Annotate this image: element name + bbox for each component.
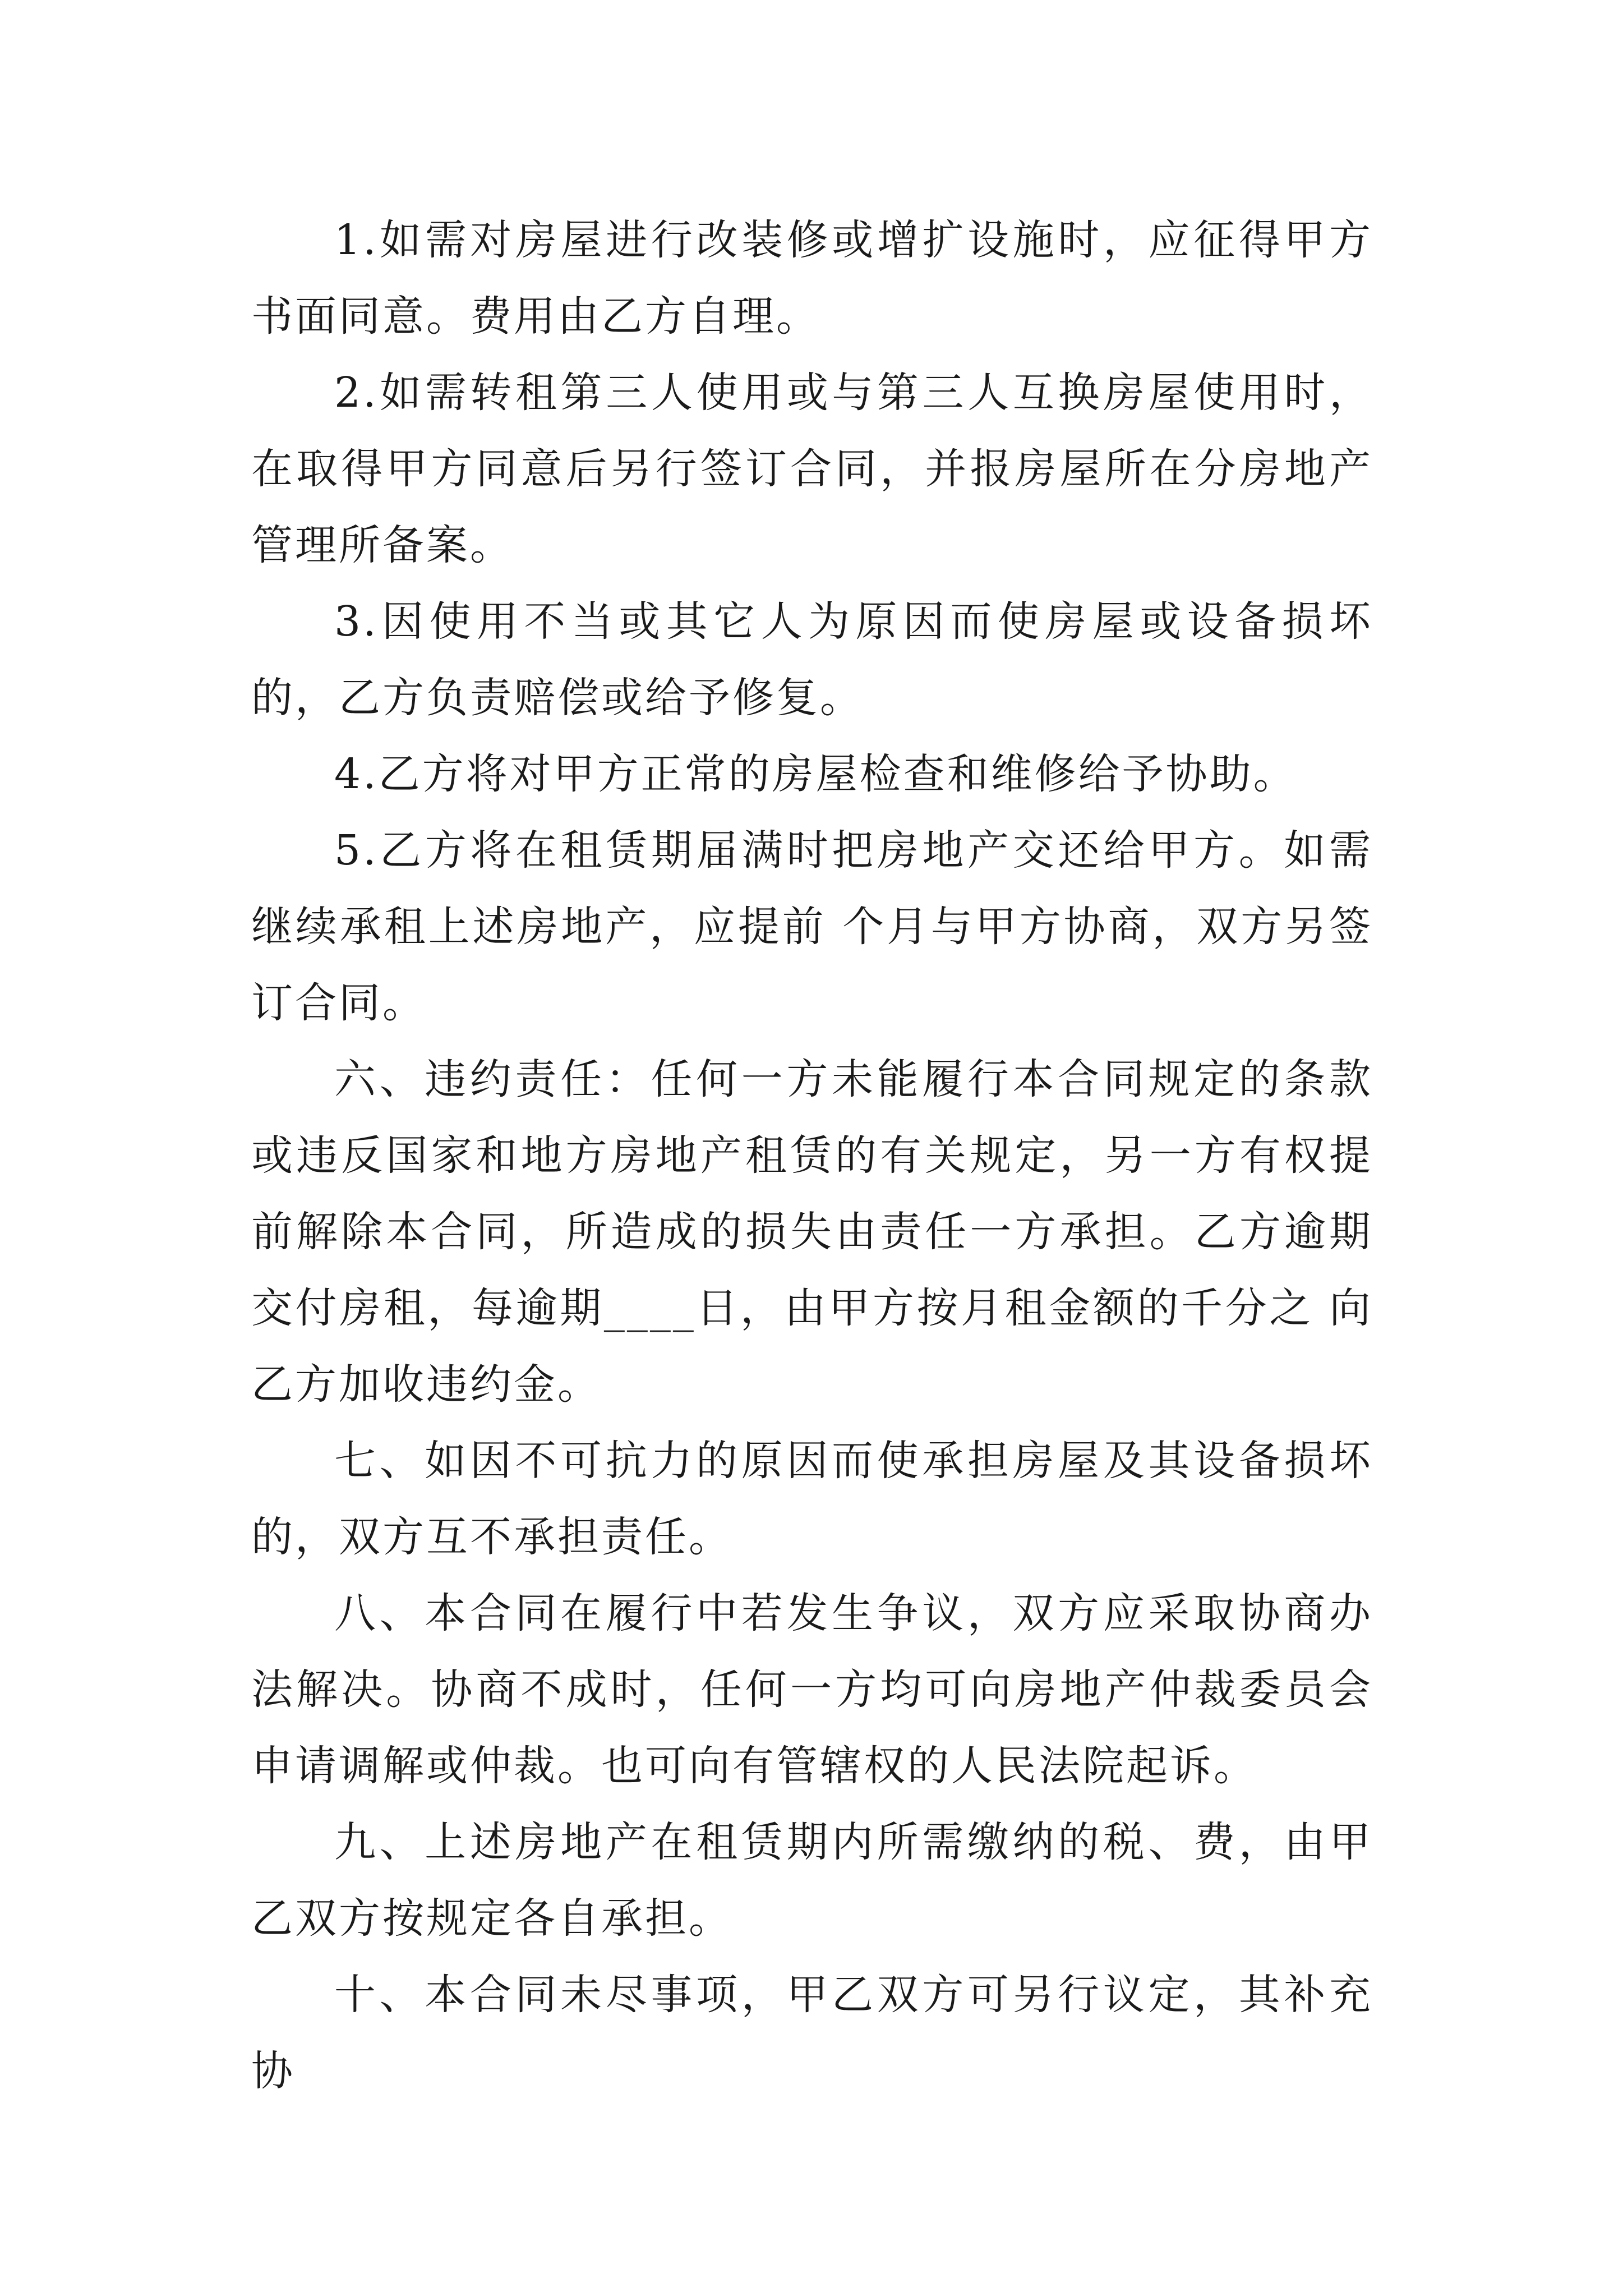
clause-3-damage (251, 583, 1373, 736)
article-8-disputes (251, 1575, 1373, 1804)
paragraph-text: 六、违约责任：任何一方未能履行本合同规定的条款或违反国家和地方房地产租赁的有关规定，另一方有权提前解除本合同，所造成的损失由责任一方承担。乙方逾期交付房租，每逾期____日，由甲方按月租金额的千分之 向乙方加收违约金。 (251, 1055, 1373, 1409)
paragraph-text: 十、本合同未尽事项，甲乙双方可另行议定，其补充协 (251, 1971, 1373, 2095)
paragraph-text: 八、本合同在履行中若发生争议，双方应采取协商办法解决。协商不成时，任何一方均可向房地产仲裁委员会申请调解或仲裁。也可向有管辖权的人民法院起诉。 (251, 1589, 1373, 1790)
document-body (251, 202, 1373, 2109)
article-10-supplementary (251, 1957, 1373, 2109)
clause-5-return (251, 812, 1373, 1041)
clause-1-alteration (251, 202, 1373, 355)
article-9-taxes (251, 1804, 1373, 1957)
paragraph-text: 5.乙方将在租赁期届满时把房地产交还给甲方。如需继续承租上述房地产，应提前 个月与甲方协商，双方另签订合同。 (251, 826, 1373, 1027)
clause-4-inspection (251, 736, 1373, 812)
paragraph-text: 1.如需对房屋进行改装修或增扩设施时，应征得甲方书面同意。费用由乙方自理。 (251, 216, 1373, 341)
paragraph-text: 3.因使用不当或其它人为原因而使房屋或设备损坏的，乙方负责赔偿或给予修复。 (251, 597, 1373, 722)
article-6-breach (251, 1041, 1373, 1423)
paragraph-text: 九、上述房地产在租赁期内所需缴纳的税、费，由甲乙双方按规定各自承担。 (251, 1818, 1373, 1943)
article-7-force-majeure (251, 1423, 1373, 1575)
paragraph-text: 七、如因不可抗力的原因而使承担房屋及其设备损坏的，双方互不承担责任。 (251, 1437, 1373, 1561)
clause-2-sublease (251, 355, 1373, 583)
paragraph-text: 4.乙方将对甲方正常的房屋检查和维修给予协助。 (334, 750, 1297, 798)
paragraph-text: 2.如需转租第三人使用或与第三人互换房屋使用时，在取得甲方同意后另行签订合同，并报房屋所在分房地产管理所备案。 (251, 369, 1373, 569)
